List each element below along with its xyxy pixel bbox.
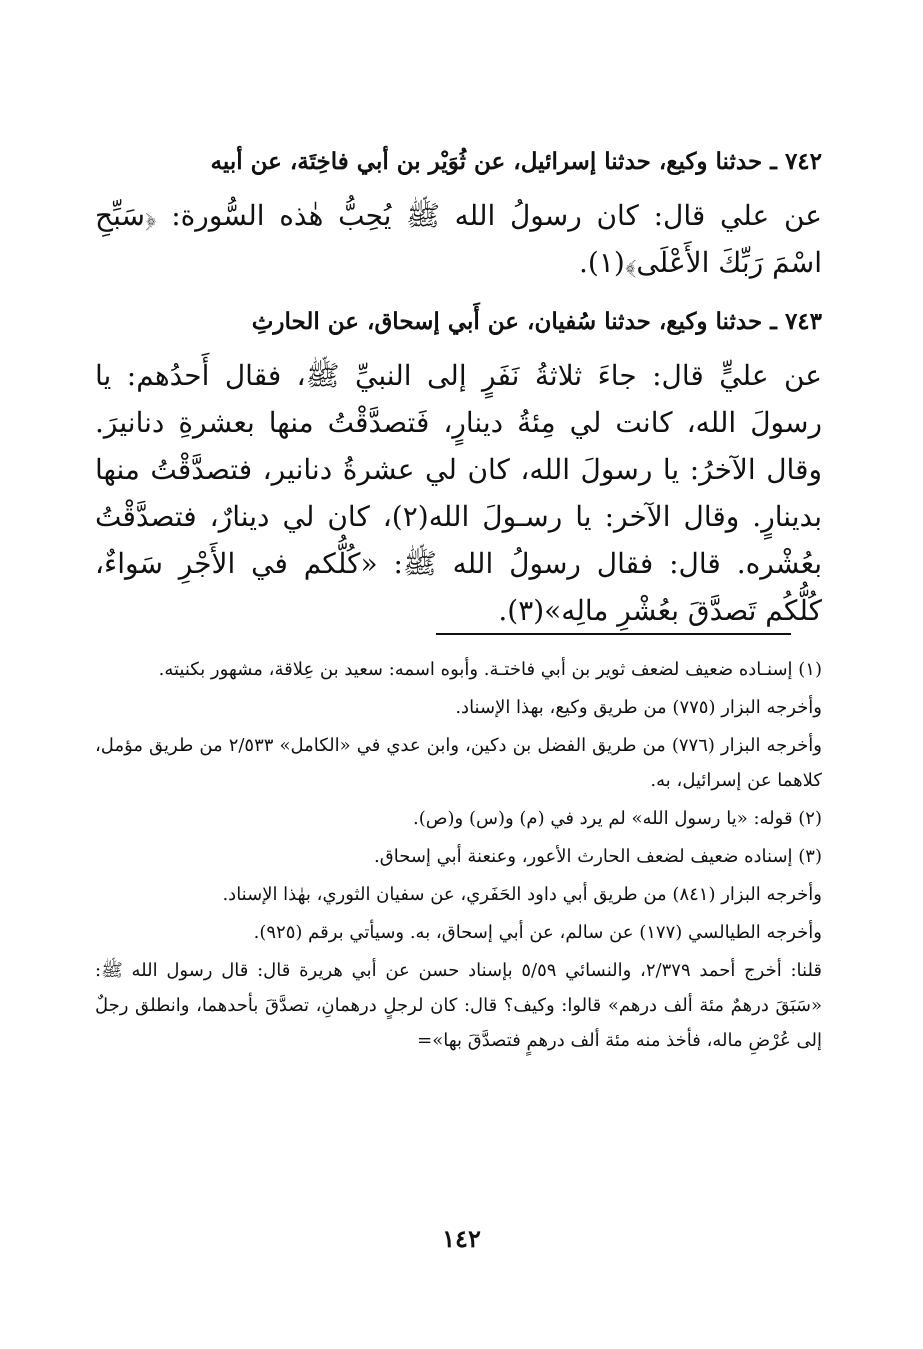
footnotes <box>95 652 822 1061</box>
footnote-3: (٣) إسناده ضعيف لضعف الحارث الأعور، وعنعنة أبي إسحاق. <box>374 846 822 867</box>
footnote-1-source-b: وأخرجه البزار (٧٧٦) من طريق الفضل بن دكين، وابن عدي في «الكامل» ٢/٥٣٣ من طريق مؤمل، كلاهما عن إسرائيل، به. <box>95 735 823 791</box>
footnote-separator <box>436 633 791 635</box>
footnote-3-source-b: وأخرجه الطيالسي (١٧٧) عن سالم، عن أبي إسحاق، به. وسيأتي برقم (٩٢٥). <box>253 922 822 943</box>
footnote-3-source-a: وأخرجه البزار (٨٤١) من طريق أبي داود الحَفَري، عن سفيان الثوري، بهٰذا الإسناد. <box>222 884 822 905</box>
hadith-743-heading: ٧٤٣ ـ حدثنا وكيع، حدثنا سُفيان، عن أَبي إسحاق، عن الحارثِ <box>251 308 822 335</box>
hadith-743-body: عن عليٍّ قال: جاءَ ثلاثةُ نَفَرٍ إلى النبيِّ ﷺ، فقال أَحدُهم: يا رسولَ الله، كانت لي مِئةُ دينارٍ، فَتصدَّقْتُ منها بعشرةِ دنانيرَ. وقال الآخرُ: يا رسولَ الله، كان لي عشرةُ دنانير، فتصدَّقْتُ منها بدينارٍ. وقال الآخر: يا رسـولَ الله(٢)، كان لي دينارٌ، فتصدَّقْتُ بعُشْره. قال: فقال رسولُ الله ﷺ: «كُلُّكم في الأَجْرِ سَواءٌ، كُلُّكُم تَصدَّقَ بعُشْرِ مالِه»(٣). <box>95 359 822 627</box>
hadith-742-body: عن علي قال: كان رسولُ الله ﷺ يُحِبُّ هٰذه السُّورة: ﴿سَبِّحِ اسْمَ رَبِّكَ الأَعْلَى﴾(١). <box>95 199 822 279</box>
main-text <box>95 140 822 648</box>
footnote-1: (١) إسنـاده ضعيف لضعف ثوير بن أبي فاختـة. وأبوه اسمه: سعيد بن عِلاقة، مشهور بكنيته. <box>158 659 822 680</box>
page-number: ١٤٢ <box>442 1224 481 1253</box>
footnote-1-source-a: وأخرجه البزار (٧٧٥) من طريق وكيع، بهذا الإسناد. <box>455 697 822 718</box>
hadith-742-heading: ٧٤٢ ـ حدثنا وكيع، حدثنا إسرائيل، عن ثُوَيْر بن أبي فاخِتَة، عن أبيه <box>210 148 822 175</box>
footnote-3-comment: قلنا: أخرج أحمد ٢/٣٧٩، والنسائي ٥/٥٩ بإسناد حسن عن أبي هريرة قال: قال رسول الله ﷺ: «سَبَقَ درهمٌ مئة ألف درهم» قالوا: وكيف؟ قال: كان لرجلٍ درهمانِ، تصدَّقَ بأحدهما، وانطلق رجلٌ إلى عُرْضِ ماله، فأخذ منه مئة ألف درهمٍ فتصدَّقَ بها»= <box>95 960 823 1051</box>
footnote-2: (٢) قوله: «يا رسول الله» لم يرد في (م) و(س) و(ص). <box>413 808 822 829</box>
